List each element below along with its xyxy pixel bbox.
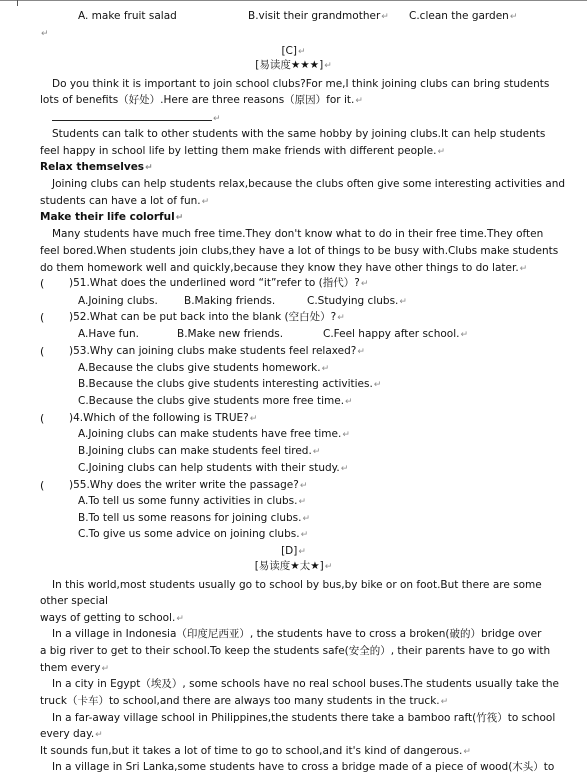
p2-line-2: feel happy in school life by letting them make friends with different people.↵ (40, 145, 445, 157)
q53-paren: ( (40, 345, 45, 358)
d-p2-line-3: them every↵ (40, 662, 110, 674)
q52-option-a: A.Have fun. (78, 328, 140, 340)
d-p2-line-2: a big river to get to their school.To keep the students safe(安全的）, their parents have to go with (40, 645, 551, 657)
d-p1-line-1: In this world,most students usually go to school by bus,by bike or on foot.But there are some (52, 579, 542, 591)
q51-stem: )51.What does the underlined word “it”refer to (指代）?↵ (69, 277, 369, 289)
q54-stem: )4.Which of the following is TRUE?↵ (69, 412, 258, 424)
q53-option-c: C.Because the clubs give students more free time.↵ (78, 395, 353, 407)
q54-option-b: B.Joining clubs can make students feel tired.↵ (78, 445, 321, 457)
p3-line-2: students can have a lot of fun.↵ (40, 195, 210, 207)
q55-stem: )55.Why does the writer write the passage?↵ (69, 479, 308, 491)
page-corner-mark (17, 0, 18, 6)
d-p2-line-1: In a village in Indonesia（印度尼西亚）, the students have to cross a broken(破的）bridge over (52, 628, 542, 640)
q55-option-a: A.To tell us some funny activities in clubs.↵ (78, 495, 307, 507)
q52-stem: )52.What can be put back into the blank (空白处）?↵ (69, 311, 345, 323)
q55-option-c: C.To give us some advice on joining clubs.↵ (78, 528, 309, 540)
d-p6-line-1: In a village in Sri Lanka,some students have to cross a bridge made of a piece of wood(木头）to (52, 761, 555, 773)
q53-option-b: B.Because the clubs give students interesting activities.↵ (78, 378, 382, 390)
q51-option-b: B.Making friends. (184, 295, 276, 307)
q54-option-c: C.Joining clubs can help students with their study.↵ (78, 462, 349, 474)
q52-option-c: C.Feel happy after school.↵ (323, 328, 469, 340)
empty-paragraph-mark: ↵ (41, 29, 49, 39)
q55-option-b: B.To tell us some reasons for joining clubs.↵ (78, 512, 311, 524)
heading-colorful: Make their life colorful↵ (40, 211, 184, 223)
d-p4-line-2: every day.↵ (40, 728, 103, 740)
p4-line-1: Many students have much free time.They don't know what to do in their free time.They often (52, 228, 544, 240)
d-p5: It sounds fun,but it takes a lot of time to go to school,and it's kind of dangerous.↵ (40, 745, 471, 757)
p4-line-3: do them homework well and quickly,because they know they have other things to do later.↵ (40, 262, 528, 274)
q54-paren: ( (40, 412, 45, 425)
p4-line-2: feel bored.When students join clubs,they have a lot of things to be busy with.Clubs make students (40, 245, 559, 257)
section-c-heading: [C]↵ (281, 45, 306, 57)
blank (52, 112, 212, 121)
section-c-difficulty: [易读度★★★]↵ (255, 59, 332, 71)
intro-line-1: Do you think it is important to join school clubs?For me,I think joining clubs can bring students (52, 78, 550, 90)
d-p3-line-2: truck（卡车）to school,and there are always too many students in the truck.↵ (40, 695, 449, 707)
q54-option-a: A.Joining clubs can make students have free time.↵ (78, 428, 350, 440)
top-option-c: C.clean the garden↵ (409, 10, 518, 22)
section-d-difficulty: [易读度★太★]↵ (254, 560, 333, 572)
q51-option-a: A.Joining clubs. (78, 295, 158, 307)
q55-paren: ( (40, 479, 45, 492)
q51-option-c: C.Studying clubs.↵ (307, 295, 407, 307)
intro-line-2: lots of benefits（好处）.Here are three reasons（原因）for it.↵ (40, 94, 363, 106)
d-p1-line-2: other special (40, 595, 108, 607)
section-d-heading: [D]↵ (281, 545, 306, 557)
q51-paren: ( (40, 277, 45, 290)
top-option-a: A. make fruit salad (78, 10, 177, 22)
p3-line-1: Joining clubs can help students relax,because the clubs often give some interesting activities and (52, 178, 566, 190)
page-top-border (0, 0, 587, 1)
top-option-b: B.visit their grandmother↵ (248, 10, 389, 22)
q52-option-b: B.Make new friends. (177, 328, 284, 340)
q52-paren: ( (40, 311, 45, 324)
q53-stem: )53.Why can joining clubs make students feel relaxed?↵ (69, 345, 365, 357)
d-p4-line-1: In a far-away village school in Philippines,the students there take a bamboo raft(竹筏）to school (52, 712, 556, 724)
d-p3-line-1: In a city in Egypt（埃及）, some schools have no real school buses.The students usually take the (52, 678, 560, 690)
heading-relax: Relax themselves↵ (40, 161, 153, 173)
q53-option-a: A.Because the clubs give students homework.↵ (78, 362, 330, 374)
answer-blank-line: ↵ (52, 112, 221, 124)
d-p1-line-3: ways of getting to school.↵ (40, 612, 184, 624)
p2-line-1: Students can talk to other students with the same hobby by joining clubs.It can help students (52, 128, 546, 140)
